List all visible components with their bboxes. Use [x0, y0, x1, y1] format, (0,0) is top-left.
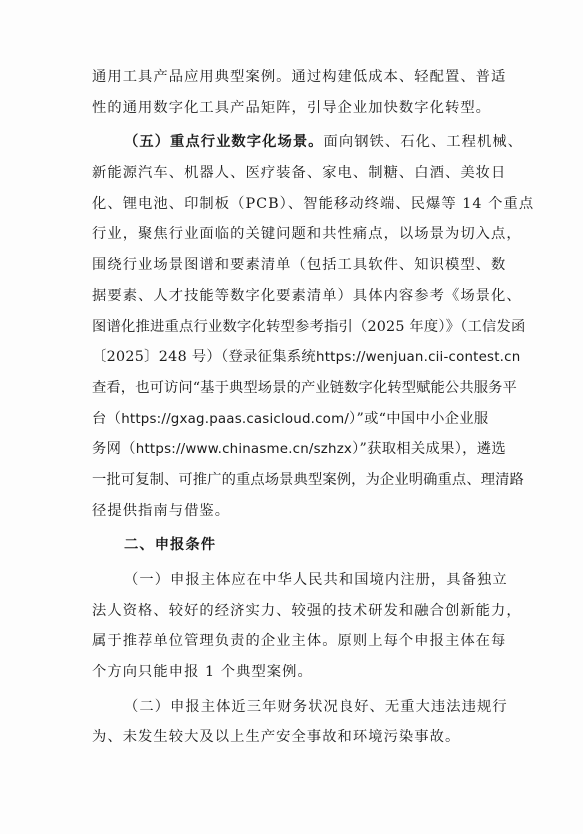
link-url[interactable]: https://wenjuan.cii-contest.cn — [316, 350, 521, 366]
document-body — [92, 62, 535, 753]
text-line: 围绕行业场景图谱和要素清单（包括工具软件、知识模型、数 — [92, 257, 507, 274]
text-line: （一）申报主体应在中华人民共和国境内注册，具备独立 — [124, 572, 508, 588]
text-line — [92, 342, 521, 373]
text-line: 新能源汽车、机器人、医疗装备、家电、制糖、白酒、美妆日 — [92, 165, 507, 182]
text-span: 面向钢铁、石化、工程机械、 — [323, 134, 524, 151]
text-line: 径提供指南与借鉴。 — [92, 502, 231, 519]
section-heading: 二、申报条件 — [124, 537, 217, 554]
text-line — [92, 404, 508, 435]
text-line: 据要素、人才技能等数字化要素清单）具体内容参考《场景化、 — [92, 287, 522, 304]
text-line: （二）申报主体近三年财务状况良好、无重大违法违规行 — [124, 698, 508, 715]
text-line: 行业，聚焦行业面临的关键问题和共性痛点，以场景为切入点， — [92, 226, 522, 243]
text-span: 台（ — [92, 410, 122, 427]
text-line: 图谱化推进重点行业数字化转型参考指引（2025 年度）》（工信发函 — [92, 318, 526, 335]
text-line: 性的通用数字化工具产品矩阵，引导企业加快数字化转型。 — [92, 99, 492, 116]
text-line — [92, 127, 524, 158]
text-span: ）”获取相关成果），遴选 — [352, 441, 506, 458]
text-line: 为、未发生较大及以上生产安全事故和环境污染事故。 — [92, 729, 461, 746]
link-url[interactable]: https://gxag.paas.casicloud.com/ — [121, 411, 350, 427]
text-line: 查看，也可访问“基于典型场景的产业链数字化转型赋能公共服务平 — [92, 379, 517, 396]
text-line: 属于推荐单位管理负责的企业主体。原则上每个申报主体在每 — [92, 633, 507, 650]
text-span: 〔2025〕248 号）（登录征集系统 — [92, 349, 317, 366]
text-line — [92, 434, 508, 465]
text-line: 法人资格、较好的经济实力、较强的技术研发和融合创新能力， — [92, 602, 522, 619]
text-line: 一批可复制、可推广的重点场景典型案例，为企业明确重点、理清路 — [92, 471, 524, 488]
text-line: 化、锂电池、印制板（PCB）、智能移动终端、民爆等 14 个重点 — [92, 195, 535, 212]
link-url[interactable]: https://www.chinasme.cn/szhzx — [135, 442, 353, 458]
paragraph-heading: （五）重点行业数字化场景。 — [124, 134, 324, 151]
text-span: ）”或“中国中小企业服 — [349, 410, 489, 427]
text-line: 个方向只能申报 1 个典型案例。 — [92, 664, 313, 681]
text-span: 务网（ — [92, 441, 136, 458]
text-line: 通用工具产品应用典型案例。通过构建低成本、轻配置、普适 — [92, 69, 507, 85]
